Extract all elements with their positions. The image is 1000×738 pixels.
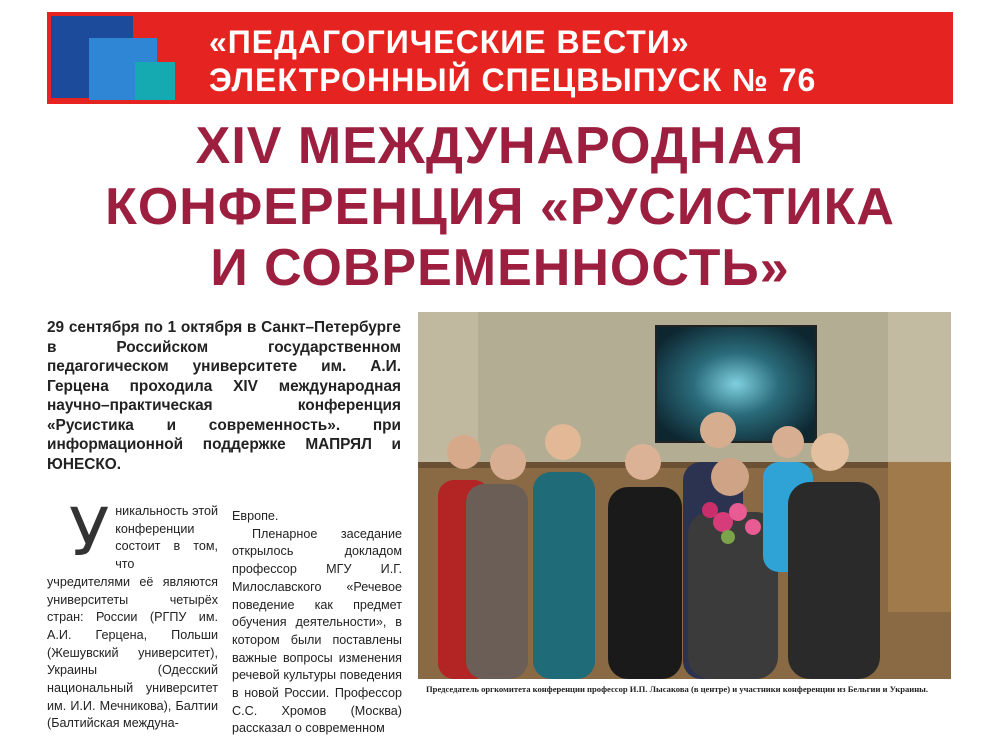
column-2-paragraph-2: Пленарное заседание открылось докладом профессор МГУ И.Г. Милославского «Речевое поведение как предмет обучения деятельности», в котором были поставлены важные вопросы изменения речевой культуры поведения в новой России. Профессор С.С. Хромов (Москва) рассказал о современном bbox=[232, 526, 402, 736]
headline-line-3: И СОВРЕМЕННОСТЬ» bbox=[210, 239, 790, 297]
drop-cap: У bbox=[69, 494, 110, 571]
article-headline bbox=[0, 116, 1000, 299]
photo-caption: Председатель оргкомитета конференции профессор И.П. Лысакова (в центре) и участники конференции из Бельгии и Украины. bbox=[426, 684, 929, 694]
group-photo-illustration bbox=[418, 312, 951, 679]
publication-title: «ПЕДАГОГИЧЕСКИЕ ВЕСТИ» bbox=[209, 24, 690, 60]
issue-title: ЭЛЕКТРОННЫЙ СПЕЦВЫПУСК № 76 bbox=[209, 62, 817, 98]
publication-logo bbox=[47, 12, 187, 104]
headline-line-1: XIV МЕЖДУНАРОДНАЯ bbox=[195, 117, 805, 175]
article-lead: 29 сентября по 1 октября в Санкт–Петербурге в Российском государственном педагогическом университете им. А.И. Герцена проходила XIV международная научно–практическая конференция «Русистика и современность». при информационной поддержке МАПРЯЛ и ЮНЕСКО. bbox=[47, 319, 401, 473]
conference-photo bbox=[418, 312, 951, 679]
header-banner bbox=[47, 12, 953, 104]
headline-line-2: КОНФЕРЕНЦИЯ «РУСИСТИКА bbox=[105, 178, 895, 236]
article-column-2 bbox=[232, 508, 402, 738]
column-1-text: никальность этой конференции состоит в том, что учредителями её являются университеты четырёх стран: России (РГПУ им. А.И. Герцена, Польши (Жешувский университет), Украины (Одесский национальный университет им. И.И. Мечникова), Балтии (Балтийская междуна- bbox=[47, 504, 218, 731]
column-2-paragraph-1: Европе. bbox=[232, 509, 279, 523]
article-column-1 bbox=[47, 494, 218, 733]
